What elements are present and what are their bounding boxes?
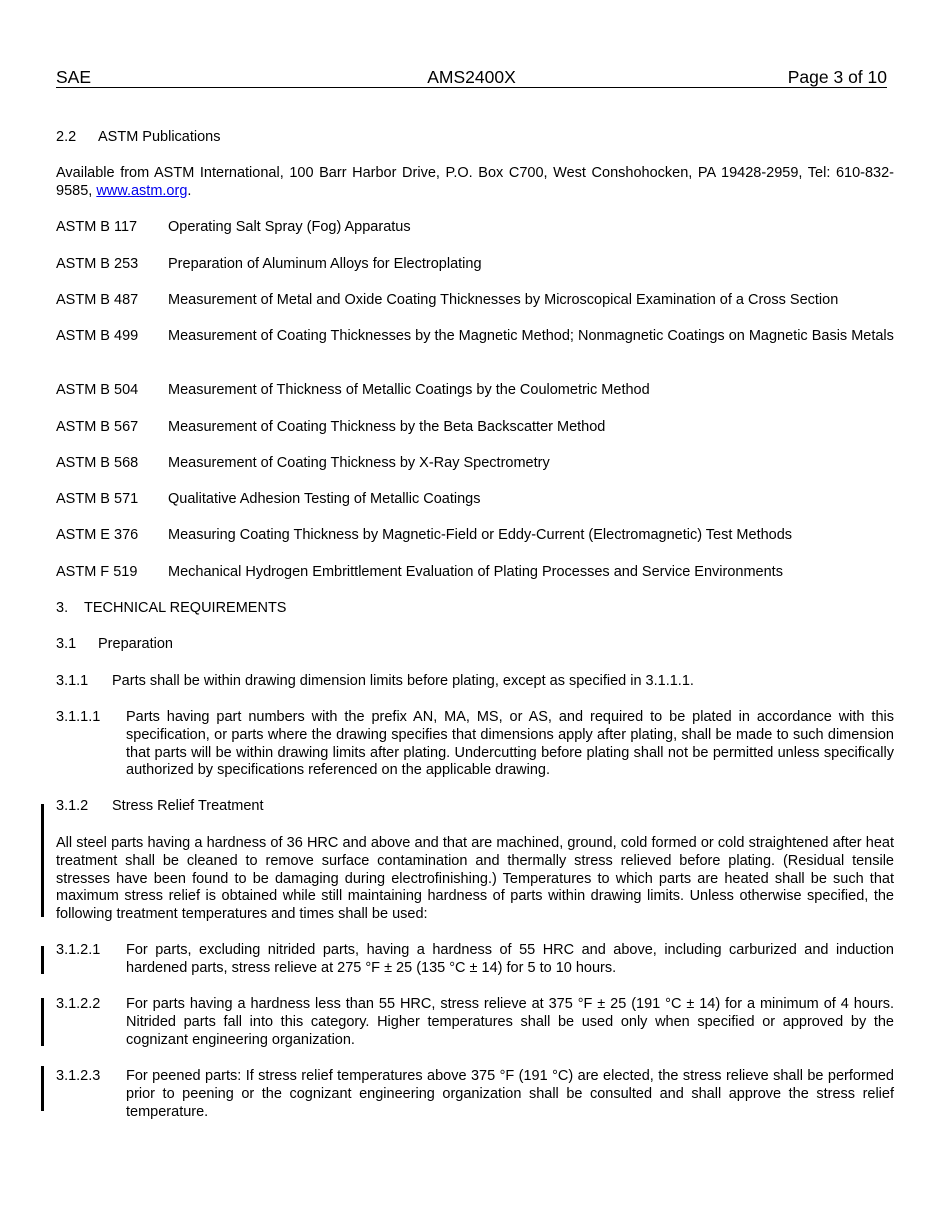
astm-website-link[interactable]: www.astm.org bbox=[96, 182, 188, 199]
reference-code: ASTM B 571 bbox=[56, 491, 139, 507]
stress-relief-paragraph: All steel parts having a hardness of 36 HRC and above and that are machined, ground, cold formed or cold straightened after heat treatment shall be cleaned to remove surface contamination and thermally stress relieved before plating. (Residual tensile stresses have been found to be damaging during electrofinishing.) Temperatures to which parts are heated shall be such that maximum stress relief is obtained while still maintaining hardness of parts within drawing limits. Unless otherwise specified, the following treatment temperatures and times shall be used: bbox=[56, 835, 894, 923]
reference-title: Measurement of Coating Thicknesses by the Magnetic Method; Nonmagnetic Coatings on Magnetic Basis Metals bbox=[168, 328, 894, 344]
availability-text: Available from ASTM International, 100 Barr Harbor Drive, P.O. Box C700, West Conshohocken, PA 19428-2959, Tel: 610-832-9585, bbox=[56, 165, 894, 199]
section-title: TECHNICAL REQUIREMENTS bbox=[84, 600, 287, 616]
section-number: 3.1 bbox=[56, 636, 77, 652]
page-header bbox=[56, 67, 887, 88]
reference-title: Measurement of Coating Thickness by the Beta Backscatter Method bbox=[168, 419, 606, 435]
reference-code: ASTM B 567 bbox=[56, 419, 139, 435]
reference-title: Measurement of Thickness of Metallic Coatings by the Coulometric Method bbox=[168, 382, 650, 398]
section-title: Preparation bbox=[98, 636, 173, 652]
astm-availability-paragraph bbox=[56, 165, 894, 201]
reference-title: Mechanical Hydrogen Embrittlement Evaluation of Plating Processes and Service Environments bbox=[168, 564, 783, 580]
reference-title: Measurement of Coating Thickness by X-Ray Spectrometry bbox=[168, 455, 550, 471]
section-text: Parts shall be within drawing dimension limits before plating, except as specified in 3.1.1.1. bbox=[112, 673, 694, 689]
reference-code: ASTM B 117 bbox=[56, 219, 138, 235]
section-number: 3.1.1.1 bbox=[56, 709, 101, 725]
reference-code: ASTM B 499 bbox=[56, 328, 139, 344]
section-number: 3.1.2.2 bbox=[56, 996, 101, 1012]
reference-title: Qualitative Adhesion Testing of Metallic Coatings bbox=[168, 491, 481, 507]
reference-code: ASTM B 504 bbox=[56, 382, 139, 398]
revision-change-bar bbox=[41, 804, 44, 917]
reference-title: Measurement of Metal and Oxide Coating Thicknesses by Microscopical Examination of a Cross Section bbox=[168, 292, 839, 308]
reference-title: Preparation of Aluminum Alloys for Electroplating bbox=[168, 256, 482, 272]
section-text: For peened parts: If stress relief temperatures above 375 °F (191 °C) are elected, the stress relieve shall be performed prior to peening or the cognizant engineering organization shall be consulted and shall approve the stress relief temperature. bbox=[126, 1068, 894, 1120]
section-number: 3.1.2.3 bbox=[56, 1068, 101, 1084]
reference-code: ASTM B 253 bbox=[56, 256, 139, 272]
header-page-number: Page 3 of 10 bbox=[787, 67, 887, 87]
reference-code: ASTM F 519 bbox=[56, 564, 138, 580]
availability-end: . bbox=[187, 182, 192, 199]
section-number: 3.1.2.1 bbox=[56, 942, 101, 958]
revision-change-bar bbox=[41, 998, 44, 1046]
section-number: 3.1.1 bbox=[56, 673, 89, 689]
section-number: 2.2 bbox=[56, 129, 77, 145]
section-text: For parts, excluding nitrided parts, having a hardness of 55 HRC and above, including carburized and induction hardened parts, stress relieve at 275 °F ± 25 (135 °C ± 14) for 5 to 10 hours. bbox=[126, 942, 894, 976]
section-number: 3. bbox=[56, 600, 69, 616]
reference-code: ASTM E 376 bbox=[56, 527, 139, 543]
revision-change-bar bbox=[41, 946, 44, 974]
revision-change-bar bbox=[41, 1066, 44, 1111]
section-text: For parts having a hardness less than 55 HRC, stress relieve at 375 °F ± 25 (191 °C ± 14) for a minimum of 4 hours. Nitrided parts fall into this category. Higher temperatures shall be used only when specified or approved by the cognizant engineering organization. bbox=[126, 996, 894, 1048]
reference-title: Measuring Coating Thickness by Magnetic-Field or Eddy-Current (Electromagnetic) Test Methods bbox=[168, 527, 793, 543]
reference-code: ASTM B 568 bbox=[56, 455, 139, 471]
header-org: SAE bbox=[56, 67, 92, 87]
header-doc-number: AMS2400X bbox=[427, 67, 516, 87]
section-title: ASTM Publications bbox=[98, 129, 221, 145]
section-number: 3.1.2 bbox=[56, 798, 89, 814]
section-text: Parts having part numbers with the prefix AN, MA, MS, or AS, and required to be plated in accordance with this specification, or parts where the drawing specifies that dimensions apply after plating, shall be made to such dimension that parts will be within drawing limits after plating. Undercutting before plating shall not be permitted unless specifically authorized by specifications referenced on the applicable drawing. bbox=[126, 709, 894, 779]
section-title: Stress Relief Treatment bbox=[112, 798, 264, 814]
reference-code: ASTM B 487 bbox=[56, 292, 139, 308]
reference-title: Operating Salt Spray (Fog) Apparatus bbox=[168, 219, 411, 235]
